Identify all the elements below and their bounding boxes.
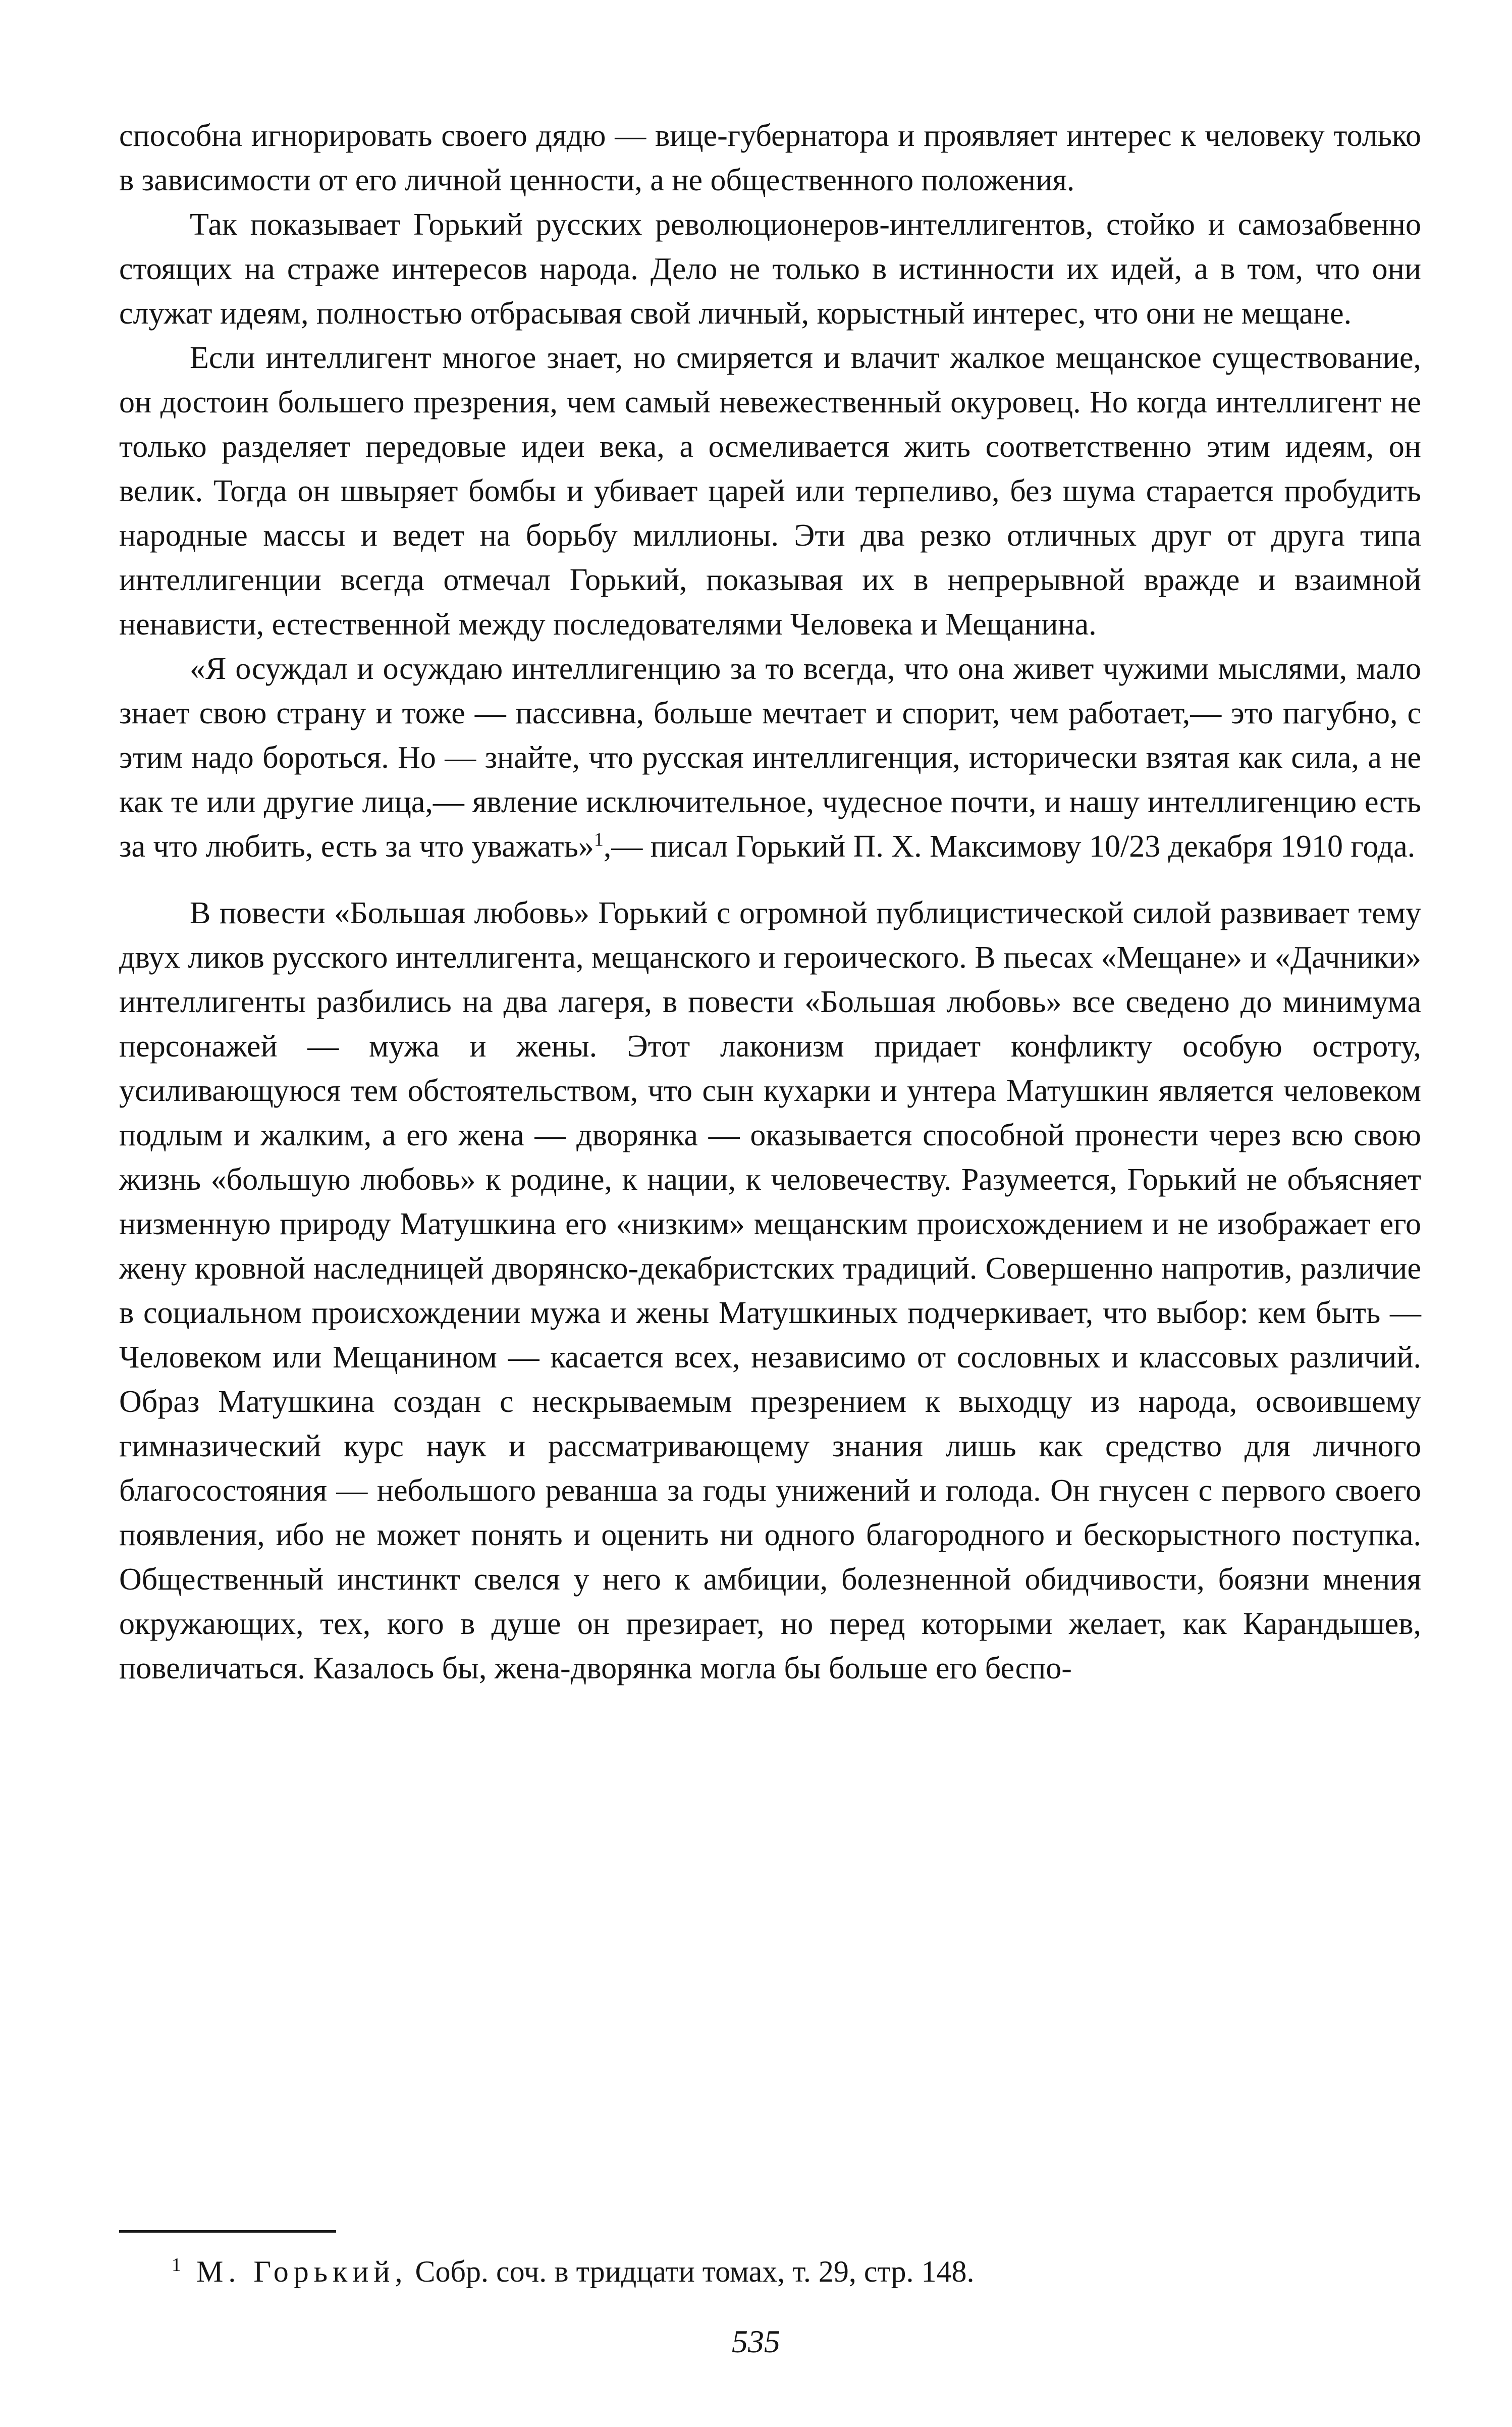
paragraph-5: В повести «Большая любовь» Горький с огромной публицистической силой развивает тему двух ликов русского интеллигента, мещанского и героического. В пьесах «Мещане» и «Дачники» интеллигенты разбились на два лагеря, в повести «Большая любовь» все сведено до минимума персонажей — мужа и жены. Этот лаконизм придает конфликту особую остроту, усиливающуюся тем обстоятельством, что сын кухарки и унтера Матушкин является человеком подлым и жалким, а его жена — дворянка — оказывается способной пронести через всю свою жизнь «большую любовь» к родине, к нации, к человечеству. Разумеется, Горький не объясняет низменную природу Матушкина его «низким» мещанским происхождением и не изображает его жену кровной наследницей дворянско-декабристских традиций. Совершенно напротив, различие в социальном происхождении мужа и жены Матушкиных подчеркивает, что выбор: кем быть — Человеком или Мещанином — касается всех, независимо от сословных и классовых различий. Образ Матушкина создан с нескрываемым презрением к выходцу из народа, освоившему гимназический курс наук и рассматривающему знания лишь как средство для личного благосостояния — небольшого реванша за годы унижений и голода. Он гнусен с первого своего появления, ибо не может понять и оценить ни одного благородного и бескорыстного поступка. Общественный инстинкт свелся у него к амбиции, болезненной обидчивости, боязни мнения окружающих, тех, кого в душе он презирает, но перед которыми желает, как Карандышев, повеличаться. Казалось бы, жена-дворянка могла бы больше его беспо- bbox=[119, 896, 1421, 1685]
quote-paragraph bbox=[119, 647, 1421, 869]
paragraph-3: Если интеллигент многое знает, но смиряется и влачит жалкое мещанское существование, он достоин большего презрения, чем самый невежественный окуровец. Но когда интеллигент не только разделяет передовые идеи века, а осмеливается жить соответственно этим идеям, он велик. Тогда он швыряет бомбы и убивает царей или терпеливо, без шума старается пробудить народные массы и ведет на борьбу миллионы. Эти два резко отличных друг от друга типа интеллигенции всегда отмечал Горький, показывая их в непрерывной вражде и взаимной ненависти, естественной между последователями Человека и Мещанина. bbox=[119, 341, 1421, 642]
footnote-author: М. Горький, bbox=[196, 2255, 408, 2288]
paragraph-1: способна игнорировать своего дядю — вице-губернатора и проявляет интерес к человеку только в зависимости от его личной ценности, а не общественного положения. bbox=[119, 119, 1421, 197]
footnote bbox=[172, 2251, 1413, 2292]
footnote-reference: 1 bbox=[593, 829, 604, 851]
footnote-text: Собр. соч. в тридцати томах, т. 29, стр. 148. bbox=[415, 2255, 975, 2288]
page-body bbox=[119, 114, 1421, 1691]
quote-attribution: ,— писал Горький П. Х. Максимову 10/23 декабря 1910 года. bbox=[603, 829, 1416, 864]
paragraph-2: Так показывает Горький русских революционеров-интеллигентов, стойко и самозабвенно стоящих на страже интересов народа. Дело не только в истинности их идей, а в том, что они служат идеям, полностью отбрасывая свой личный, корыстный интерес, что они не мещане. bbox=[119, 207, 1421, 331]
quote-text: «Я осуждал и осуждаю интеллигенцию за то всегда, что она живет чужими мыслями, мало знает свою страну и тоже — пассивна, больше мечтает и спорит, чем работает,— это пагубно, с этим надо бороться. Но — знайте, что русская интеллигенция, исторически взятая как сила, а не как те или другие лица,— явление исключительное, чудесное почти, и нашу интеллигенцию есть за что любить, есть за что уважать» bbox=[119, 652, 1421, 864]
page-number: 535 bbox=[732, 2324, 780, 2359]
footnote-mark: 1 bbox=[172, 2254, 181, 2276]
footnote-divider bbox=[119, 2230, 336, 2233]
